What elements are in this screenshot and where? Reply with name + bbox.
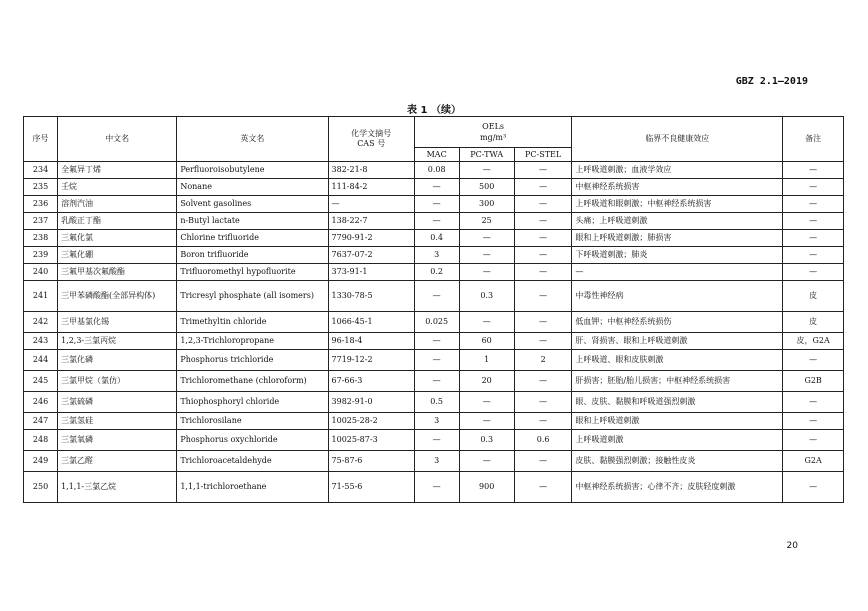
cell-cas: 7637-07-2 — [328, 247, 414, 264]
cell-pc-stel: 0.6 — [514, 430, 572, 451]
cell-cas: 67-66-3 — [328, 371, 414, 392]
table-row — [24, 472, 844, 503]
cell-effect: 上呼吸道刺激 — [572, 430, 783, 451]
cell-effect: 肝、肾损害、眼和上呼吸道刺激 — [572, 333, 783, 350]
cell-cn: 三氯化磷 — [58, 350, 177, 371]
cell-mac: — — [414, 333, 459, 350]
col-header-oels-label: OELs — [482, 122, 504, 131]
col-header-cas-line1: 化学文摘号 — [351, 129, 392, 138]
cell-en: Trichloroacetaldehyde — [177, 451, 328, 472]
table-row — [24, 312, 844, 333]
cell-en: Phosphorus oxychloride — [177, 430, 328, 451]
table-caption: 表 1 （续） — [407, 105, 461, 116]
cell-en: Tricresyl phosphate (all isomers) — [177, 281, 328, 312]
cell-pc-stel: — — [514, 230, 572, 247]
cell-cas: 138-22-7 — [328, 213, 414, 230]
table-row — [24, 333, 844, 350]
cell-en: Trifluoromethyl hypofluorite — [177, 264, 328, 281]
table-row — [24, 413, 844, 430]
cell-no: 249 — [24, 451, 58, 472]
table-body — [24, 162, 844, 503]
cell-pc-twa: — — [459, 392, 514, 413]
cell-effect: 上呼吸道和眼刺激；中枢神经系统损害 — [572, 196, 783, 213]
cell-note: — — [783, 392, 844, 413]
table-row — [24, 392, 844, 413]
cell-effect: 低血钾；中枢神经系统损伤 — [572, 312, 783, 333]
col-header-note: 备注 — [783, 117, 844, 162]
cell-mac: — — [414, 179, 459, 196]
cell-cn: 三氟化氯 — [58, 230, 177, 247]
cell-note: — — [783, 196, 844, 213]
cell-note: — — [783, 162, 844, 179]
cell-en: Chlorine trifluoride — [177, 230, 328, 247]
table-row — [24, 451, 844, 472]
cell-effect: 头痛；上呼吸道刺激 — [572, 213, 783, 230]
cell-cn: 三甲基氯化锡 — [58, 312, 177, 333]
cell-en: Trimethyltin chloride — [177, 312, 328, 333]
cell-effect: — — [572, 264, 783, 281]
cell-en: 1,2,3-Trichloropropane — [177, 333, 328, 350]
cell-pc-twa: — — [459, 413, 514, 430]
col-header-effect: 临界不良健康效应 — [572, 117, 783, 162]
cell-cas: — — [328, 196, 414, 213]
cell-mac: 3 — [414, 247, 459, 264]
cell-cn: 溶剂汽油 — [58, 196, 177, 213]
cell-cas: 373-91-1 — [328, 264, 414, 281]
cell-cas: 382-21-8 — [328, 162, 414, 179]
cell-note: G2A — [783, 451, 844, 472]
cell-mac: 3 — [414, 451, 459, 472]
cell-effect: 肝损害；胚胎/胎儿损害；中枢神经系统损害 — [572, 371, 783, 392]
cell-en: Solvent gasolines — [177, 196, 328, 213]
table-row — [24, 196, 844, 213]
cell-no: 240 — [24, 264, 58, 281]
col-header-en: 英文名 — [177, 117, 328, 162]
cell-cas: 71-55-6 — [328, 472, 414, 503]
cell-en: 1,1,1-trichloroethane — [177, 472, 328, 503]
cell-pc-stel: — — [514, 371, 572, 392]
cell-pc-twa: — — [459, 312, 514, 333]
cell-no: 242 — [24, 312, 58, 333]
col-header-cas-line2: CAS 号 — [357, 139, 386, 148]
table-row — [24, 264, 844, 281]
cell-pc-stel: — — [514, 281, 572, 312]
cell-pc-stel: 2 — [514, 350, 572, 371]
cell-effect: 上呼吸道刺激；血液学效应 — [572, 162, 783, 179]
cell-mac: 0.2 — [414, 264, 459, 281]
cell-cas: 7719-12-2 — [328, 350, 414, 371]
cell-en: Trichlorosilane — [177, 413, 328, 430]
cell-cn: 三甲苯磷酸酯(全部异构体) — [58, 281, 177, 312]
cell-cn: 壬烷 — [58, 179, 177, 196]
cell-cn: 三氯硫磷 — [58, 392, 177, 413]
cell-pc-twa: 1 — [459, 350, 514, 371]
cell-note: — — [783, 472, 844, 503]
cell-no: 244 — [24, 350, 58, 371]
cell-note: G2B — [783, 371, 844, 392]
cell-pc-twa: 500 — [459, 179, 514, 196]
cell-cn: 三氯甲烷（氯仿） — [58, 371, 177, 392]
cell-no: 234 — [24, 162, 58, 179]
cell-note: 皮 — [783, 281, 844, 312]
cell-note: — — [783, 230, 844, 247]
cell-pc-twa: 300 — [459, 196, 514, 213]
cell-no: 239 — [24, 247, 58, 264]
oel-table — [23, 116, 844, 503]
table-row — [24, 162, 844, 179]
cell-pc-twa: — — [459, 247, 514, 264]
cell-no: 247 — [24, 413, 58, 430]
cell-no: 236 — [24, 196, 58, 213]
cell-pc-stel: — — [514, 213, 572, 230]
cell-note: — — [783, 350, 844, 371]
col-header-seq: 序号 — [24, 117, 58, 162]
cell-pc-twa: 25 — [459, 213, 514, 230]
cell-pc-stel: — — [514, 162, 572, 179]
cell-pc-twa: — — [459, 451, 514, 472]
cell-note: 皮 — [783, 312, 844, 333]
cell-note: 皮，G2A — [783, 333, 844, 350]
cell-effect: 中毒性神经病 — [572, 281, 783, 312]
cell-cn: 三氯乙醛 — [58, 451, 177, 472]
cell-pc-stel: — — [514, 413, 572, 430]
cell-note: — — [783, 413, 844, 430]
table-row — [24, 281, 844, 312]
cell-pc-stel: — — [514, 247, 572, 264]
cell-cn: 乳酸正丁酯 — [58, 213, 177, 230]
table-row — [24, 213, 844, 230]
cell-pc-stel: — — [514, 333, 572, 350]
col-header-oels-unit: mg/m³ — [479, 133, 507, 142]
cell-pc-stel: — — [514, 451, 572, 472]
cell-en: Nonane — [177, 179, 328, 196]
cell-no: 235 — [24, 179, 58, 196]
cell-cn: 三氯氧磷 — [58, 430, 177, 451]
table-row — [24, 350, 844, 371]
cell-pc-twa: — — [459, 230, 514, 247]
cell-pc-stel: — — [514, 196, 572, 213]
col-header-pc-stel: PC-STEL — [514, 148, 572, 162]
cell-note: — — [783, 430, 844, 451]
cell-cn: 1,2,3-三氯丙烷 — [58, 333, 177, 350]
cell-pc-stel: — — [514, 312, 572, 333]
col-header-oels — [414, 117, 572, 148]
cell-cas: 10025-87-3 — [328, 430, 414, 451]
cell-effect: 上呼吸道、眼和皮肤刺激 — [572, 350, 783, 371]
cell-en: Boron trifluoride — [177, 247, 328, 264]
cell-pc-stel: — — [514, 264, 572, 281]
cell-note: — — [783, 179, 844, 196]
cell-cas: 10025-28-2 — [328, 413, 414, 430]
cell-mac: — — [414, 281, 459, 312]
cell-cn: 三氟化硼 — [58, 247, 177, 264]
cell-effect: 眼、皮肤、黏膜和呼吸道强烈刺激 — [572, 392, 783, 413]
cell-mac: 0.08 — [414, 162, 459, 179]
cell-no: 243 — [24, 333, 58, 350]
cell-mac: — — [414, 472, 459, 503]
cell-en: Thiophosphoryl chloride — [177, 392, 328, 413]
col-header-pc-twa: PC-TWA — [459, 148, 514, 162]
cell-mac: 3 — [414, 413, 459, 430]
cell-cn: 三氟甲基次氟酸酯 — [58, 264, 177, 281]
cell-en: Perfluoroisobutylene — [177, 162, 328, 179]
col-header-cas — [328, 117, 414, 162]
page-number: 20 — [786, 541, 798, 551]
cell-note: — — [783, 213, 844, 230]
cell-no: 241 — [24, 281, 58, 312]
cell-mac: 0.4 — [414, 230, 459, 247]
cell-mac: 0.025 — [414, 312, 459, 333]
cell-no: 238 — [24, 230, 58, 247]
table-row — [24, 371, 844, 392]
cell-pc-stel: — — [514, 472, 572, 503]
cell-en: Phosphorus trichloride — [177, 350, 328, 371]
cell-cas: 111-84-2 — [328, 179, 414, 196]
cell-cas: 1066-45-1 — [328, 312, 414, 333]
table-row — [24, 247, 844, 264]
cell-pc-twa: 60 — [459, 333, 514, 350]
cell-cas: 1330-78-5 — [328, 281, 414, 312]
cell-no: 250 — [24, 472, 58, 503]
cell-no: 246 — [24, 392, 58, 413]
cell-effect: 下呼吸道刺激；肺炎 — [572, 247, 783, 264]
cell-effect: 皮肤、黏膜强烈刺激；接触性皮炎 — [572, 451, 783, 472]
cell-pc-twa: 900 — [459, 472, 514, 503]
col-header-cn: 中文名 — [58, 117, 177, 162]
cell-pc-twa: 0.3 — [459, 430, 514, 451]
standard-code: GBZ 2.1—2019 — [735, 76, 808, 87]
cell-cn: 全氟异丁烯 — [58, 162, 177, 179]
cell-cas: 96-18-4 — [328, 333, 414, 350]
cell-mac: — — [414, 350, 459, 371]
table-row — [24, 230, 844, 247]
cell-cas: 3982-91-0 — [328, 392, 414, 413]
cell-pc-twa: 0.3 — [459, 281, 514, 312]
cell-effect: 中枢神经系统损害 — [572, 179, 783, 196]
cell-cas: 75-87-6 — [328, 451, 414, 472]
cell-mac: — — [414, 371, 459, 392]
cell-effect: 中枢神经系统损害；心律不齐；皮肤轻度刺激 — [572, 472, 783, 503]
cell-effect: 眼和上呼吸道刺激 — [572, 413, 783, 430]
cell-pc-twa: 20 — [459, 371, 514, 392]
cell-pc-stel: — — [514, 179, 572, 196]
table-row — [24, 430, 844, 451]
cell-pc-twa: — — [459, 162, 514, 179]
cell-en: n-Butyl lactate — [177, 213, 328, 230]
table-row — [24, 179, 844, 196]
col-header-mac: MAC — [414, 148, 459, 162]
cell-pc-stel: — — [514, 392, 572, 413]
cell-pc-twa: — — [459, 264, 514, 281]
cell-mac: — — [414, 430, 459, 451]
cell-mac: 0.5 — [414, 392, 459, 413]
cell-note: — — [783, 264, 844, 281]
cell-cn: 1,1,1-三氯乙烷 — [58, 472, 177, 503]
cell-effect: 眼和上呼吸道刺激；肺损害 — [572, 230, 783, 247]
cell-cn: 三氯氢硅 — [58, 413, 177, 430]
cell-no: 245 — [24, 371, 58, 392]
cell-no: 248 — [24, 430, 58, 451]
cell-cas: 7790-91-2 — [328, 230, 414, 247]
cell-en: Trichloromethane (chloroform) — [177, 371, 328, 392]
cell-mac: — — [414, 213, 459, 230]
cell-note: — — [783, 247, 844, 264]
cell-mac: — — [414, 196, 459, 213]
cell-no: 237 — [24, 213, 58, 230]
